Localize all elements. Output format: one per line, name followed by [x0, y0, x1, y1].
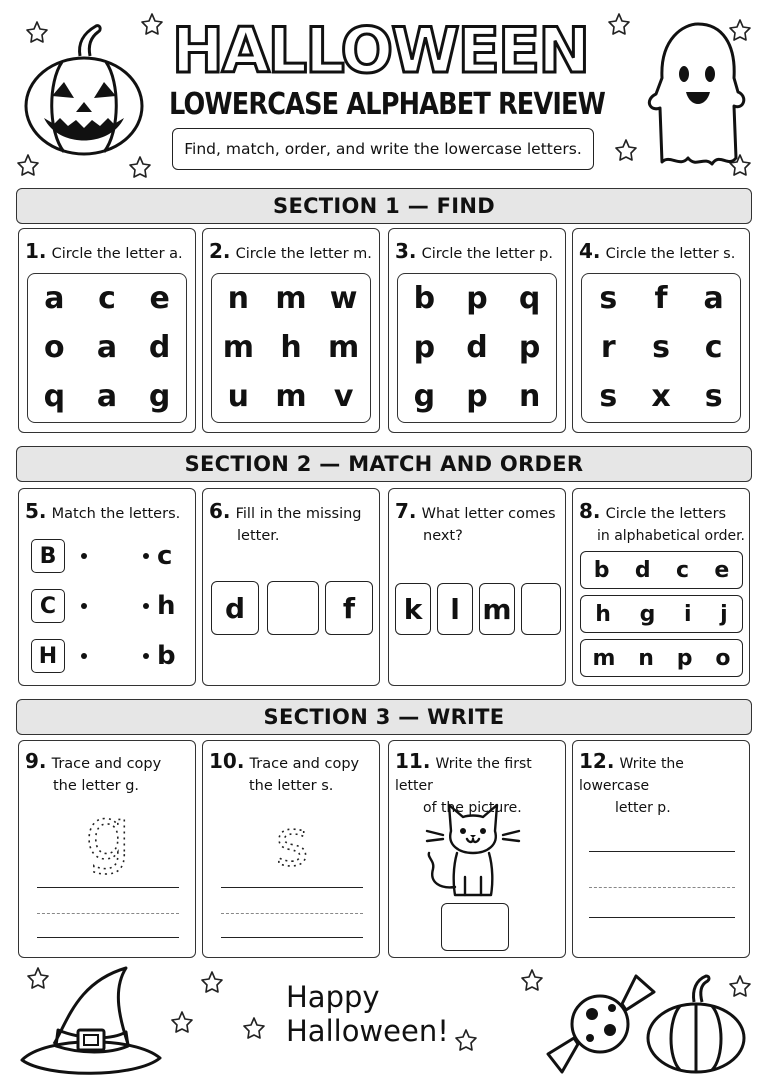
match-dot[interactable]	[81, 553, 87, 559]
star-icon	[172, 1012, 192, 1032]
letter-box: k	[395, 583, 431, 635]
uppercase-letter-box: H	[31, 639, 65, 673]
lowercase-letter: b	[157, 641, 176, 671]
instructions-box	[172, 128, 594, 170]
uppercase-letter-box: B	[31, 539, 65, 573]
grid-letter[interactable]: a	[44, 280, 65, 316]
question-7-panel: 7. What letter comes next? k l m	[388, 488, 566, 686]
grid-letter[interactable]: p	[466, 280, 488, 316]
match-dot[interactable]	[143, 553, 149, 559]
grid-letter[interactable]: a	[703, 280, 724, 316]
question-prompt: Write the lowercase	[579, 756, 684, 794]
question-10-panel: 10. Trace and copy the letter s. s	[202, 740, 380, 958]
match-dot[interactable]	[143, 653, 149, 659]
lowercase-letter: c	[157, 541, 173, 571]
grid-letter[interactable]: r	[600, 329, 616, 365]
trace-letter-g	[73, 792, 143, 887]
question-prompt: Trace and copy	[249, 756, 360, 772]
grid-letter[interactable]: d	[148, 329, 171, 365]
writing-line[interactable]	[221, 887, 363, 888]
question-9-panel: 9. Trace and copy the letter g. g	[18, 740, 196, 958]
question-prompt: Circle the letter s.	[605, 246, 736, 262]
grid-letter[interactable]: h	[280, 329, 302, 365]
question-number: 5.	[25, 499, 47, 523]
grid-letter[interactable]: p	[466, 379, 488, 415]
question-number: 12.	[579, 749, 615, 773]
footer-message: Happy Halloween!	[286, 980, 449, 1048]
question-6-panel: 6. Fill in the missing letter. d f	[202, 488, 380, 686]
letter-order-row[interactable]	[580, 639, 743, 677]
star-icon	[18, 155, 38, 175]
question-number: 10.	[209, 749, 245, 773]
order-letter: o	[715, 645, 731, 671]
match-dot[interactable]	[81, 603, 87, 609]
grid-letter[interactable]: v	[333, 379, 354, 415]
question-prompt: Write the first letter	[395, 756, 532, 794]
question-number: 4.	[579, 239, 601, 263]
grid-letter[interactable]: m	[275, 280, 307, 316]
order-letter: d	[634, 557, 651, 583]
pumpkin-icon	[640, 972, 752, 1076]
order-letter: b	[593, 557, 610, 583]
trace-letter-s	[257, 803, 327, 883]
star-icon	[616, 140, 636, 160]
grid-letter[interactable]: s	[599, 379, 618, 415]
question-5-panel	[18, 488, 196, 686]
grid-letter[interactable]: f	[654, 280, 668, 316]
letter-order-row[interactable]	[580, 551, 743, 589]
answer-box[interactable]	[441, 903, 509, 951]
svg-text:s: s	[275, 807, 309, 881]
question-prompt: Circle the letter a.	[51, 246, 183, 262]
section-2-header: SECTION 2 — MATCH AND ORDER	[16, 446, 752, 482]
question-number: 8.	[579, 499, 601, 523]
letter-box: f	[325, 581, 373, 635]
letter-grid	[581, 273, 741, 423]
letter-grid	[27, 273, 187, 423]
grid-letter[interactable]: q	[518, 280, 541, 316]
question-12-panel: 12. Write the lowercase letter p.	[572, 740, 750, 958]
star-icon	[609, 14, 629, 34]
order-letter: m	[592, 645, 616, 671]
grid-letter[interactable]: m	[222, 329, 254, 365]
grid-letter[interactable]: m	[328, 329, 360, 365]
letter-box: l	[437, 583, 473, 635]
grid-letter[interactable]: c	[704, 329, 723, 365]
grid-letter[interactable]: e	[149, 280, 170, 316]
grid-letter[interactable]: d	[466, 329, 488, 365]
question-8-panel: 8. Circle the letters in alphabetical order. b d c e h g i j m n p o	[572, 488, 750, 686]
question-prompt: Circle the letter p.	[421, 246, 553, 262]
letter-box: m	[479, 583, 515, 635]
question-4-panel	[572, 228, 750, 433]
letter-grid	[397, 273, 557, 423]
question-2-panel	[202, 228, 380, 433]
order-letter: e	[714, 557, 730, 583]
grid-letter[interactable]: x	[651, 379, 671, 415]
uppercase-letter-box: C	[31, 589, 65, 623]
question-prompt: Match the letters.	[51, 506, 181, 522]
question-number: 9.	[25, 749, 47, 773]
grid-letter[interactable]: g	[413, 379, 436, 415]
match-dot[interactable]	[143, 603, 149, 609]
grid-letter[interactable]: c	[98, 280, 116, 316]
grid-letter[interactable]: a	[96, 329, 118, 365]
letter-order-row[interactable]	[580, 595, 743, 633]
question-prompt: Fill in the missing	[235, 506, 362, 522]
ghost-icon	[640, 18, 750, 170]
question-3-panel	[388, 228, 566, 433]
writing-guide-line	[37, 913, 179, 914]
writing-line[interactable]	[37, 937, 179, 938]
star-icon	[244, 1018, 264, 1038]
writing-line[interactable]	[221, 937, 363, 938]
section-1-header: SECTION 1 — FIND	[16, 188, 752, 224]
answer-box[interactable]	[521, 583, 561, 635]
instructions-text: Find, match, order, and write the lowercase letters.	[184, 140, 582, 158]
grid-letter[interactable]: s	[599, 280, 618, 316]
question-number: 3.	[395, 239, 417, 263]
match-dot[interactable]	[81, 653, 87, 659]
grid-letter[interactable]: b	[413, 280, 436, 316]
question-number: 1.	[25, 239, 47, 263]
star-icon	[130, 157, 150, 177]
title	[170, 14, 590, 87]
grid-letter[interactable]: s	[652, 329, 670, 365]
grid-letter[interactable]: m	[275, 379, 307, 415]
star-icon	[202, 972, 222, 992]
grid-letter[interactable]: a	[96, 379, 118, 415]
grid-letter[interactable]: n	[518, 379, 541, 415]
grid-letter[interactable]: u	[227, 379, 249, 415]
order-letter: c	[675, 557, 689, 583]
writing-line[interactable]	[589, 851, 735, 852]
grid-letter[interactable]: o	[44, 329, 65, 365]
svg-text:HALLOWEEN: HALLOWEEN	[171, 14, 589, 87]
question-number: 6.	[209, 499, 231, 523]
question-number: 2.	[209, 239, 231, 263]
writing-guide-line	[589, 887, 735, 888]
grid-letter[interactable]: p	[518, 329, 541, 365]
grid-letter[interactable]: q	[43, 379, 66, 415]
cat-icon	[423, 797, 523, 901]
grid-letter[interactable]: g	[148, 379, 171, 415]
lowercase-letter: h	[157, 591, 176, 621]
writing-line[interactable]	[589, 917, 735, 918]
subtitle	[165, 80, 610, 126]
letter-box: d	[211, 581, 259, 635]
writing-guide-line	[221, 913, 363, 914]
star-icon	[522, 970, 542, 990]
writing-line[interactable]	[37, 887, 179, 888]
question-11-panel: 11. Write the first letter of the picture.	[388, 740, 566, 958]
svg-text:LOWERCASE ALPHABET REVIEW: LOWERCASE ALPHABET REVIEW	[169, 87, 606, 122]
order-letter: n	[638, 645, 654, 671]
jack-o-lantern-icon	[18, 20, 150, 158]
grid-letter[interactable]: w	[329, 280, 358, 316]
order-letter: p	[676, 645, 693, 671]
question-prompt: Circle the letter m.	[235, 246, 372, 262]
order-letter: j	[720, 601, 728, 627]
grid-letter[interactable]: s	[704, 379, 723, 415]
witch-hat-icon	[16, 962, 166, 1080]
question-number: 11.	[395, 749, 431, 773]
grid-letter[interactable]: n	[227, 280, 249, 316]
order-letter: h	[595, 601, 611, 627]
question-prompt: Trace and copy	[51, 756, 162, 772]
section-3-header: SECTION 3 — WRITE	[16, 699, 752, 735]
svg-text:g: g	[85, 792, 131, 876]
question-1-panel	[18, 228, 196, 433]
grid-letter[interactable]: p	[413, 329, 436, 365]
question-number: 7.	[395, 499, 417, 523]
letter-grid	[211, 273, 371, 423]
question-prompt: Circle the letters	[605, 506, 727, 522]
answer-box[interactable]	[267, 581, 319, 635]
order-letter: i	[683, 601, 692, 627]
question-prompt: What letter comes	[421, 506, 556, 522]
order-letter: g	[639, 601, 656, 627]
